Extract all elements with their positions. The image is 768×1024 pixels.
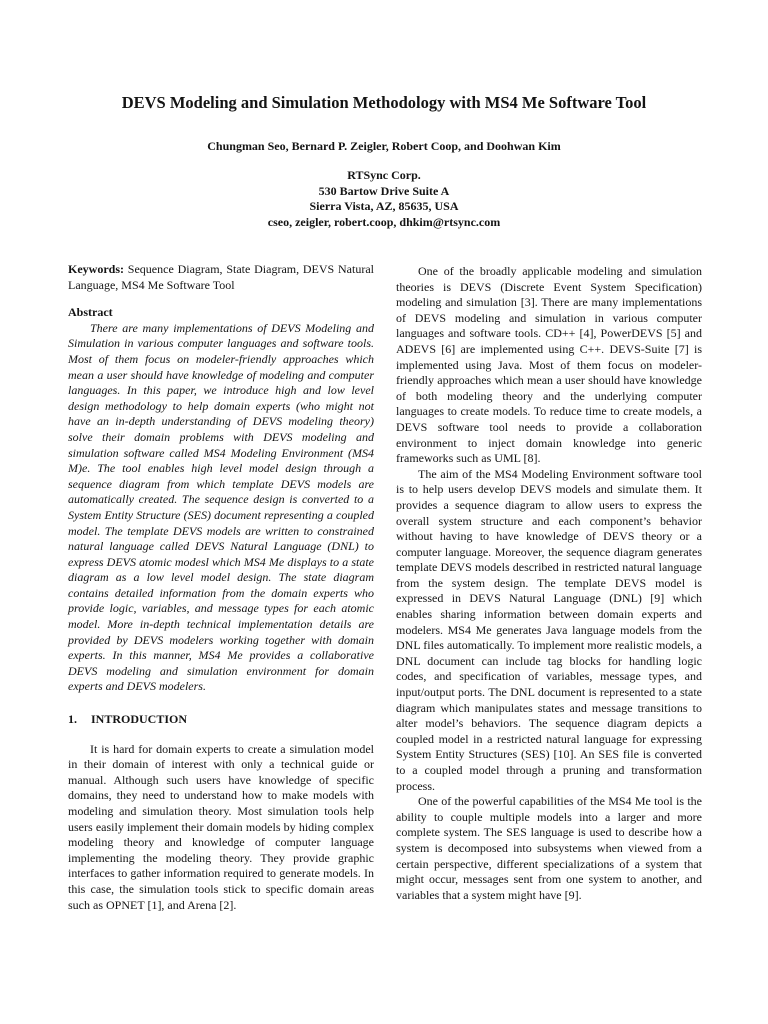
abstract-heading: Abstract (68, 305, 113, 320)
affiliation-org: RTSync Corp. (347, 168, 421, 182)
affiliation-emails: cseo, zeigler, robert.coop, dhkim@rtsync.com (267, 214, 501, 229)
affiliation-city: Sierra Vista, AZ, 85635, USA (309, 199, 459, 213)
body-paragraph-1: One of the broadly applicable modeling and simulation theories is DEVS (Discrete Event System Specification) modeling and simulation [3]. There are many implementations of DEVS modeling and simulation in various computer languages and software tools. CD++ [4], PowerDEVS [5] and ADEVS [6] are implemented using C++. DEVS-Suite [7] is implemented using Java. Most of them focus on modeler-friendly approaches which mean a user should have knowledge of both modeling theory and the underlying computer languages to create models. To reduce time to create models, a DEVS software tool needs to provide a collaboration environment to inject domain knowledge into generic frameworks such as UML [8]. (396, 264, 702, 466)
right-column (396, 264, 702, 903)
body-paragraph-3: One of the powerful capabilities of the MS4 Me tool is the ability to couple multiple models into a larger and more complete system. The SES language is used to describe how a system is decomposed into subsystems when viewed from a certain perspective, different specializations of a system that might occur, messages sent from one system to another, and variables that a system might have [9]. (396, 794, 702, 902)
intro-paragraph: It is hard for domain experts to create a simulation model in their domain of interest with only a technical guide or manual. Although such users have knowledge of specific domains, they need to understand how to make models with modeling and simulation theory. Most simulation tools help users easily implement their domain models by hiding complex modeling theory and knowledge of computer language implementing the modeling theory. They provide graphic interfaces to gather information required to generate models. In this case, the simulation tools stick to specific domain areas such as OPNET [1], and Arena [2]. (68, 741, 374, 912)
section-title: INTRODUCTION (91, 712, 188, 727)
section-number: 1. (68, 712, 77, 727)
affiliation-block (0, 168, 768, 230)
affiliation-street: 530 Bartow Drive Suite A (318, 183, 450, 198)
paper-title: DEVS Modeling and Simulation Methodology with MS4 Me Software Tool (121, 93, 647, 112)
keywords-label: Keywords: (68, 262, 124, 276)
section-heading-introduction (68, 712, 374, 728)
keywords-paragraph (68, 262, 374, 293)
abstract-text: There are many implementations of DEVS Modeling and Simulation in various computer languages and software tools. Most of them focus on modeler-friendly approaches which mean a user should have knowledge of modeling and computer languages. In this paper, we introduce high and low level design methodology to help domain experts (who might not have an in-depth understanding of DEVS modeling theory) solve their domain problems with DEVS modeling and simulation software called MS4 Modeling Environment (MS4 M)e. The tool enables high level model design through a sequence diagram from which template DEVS models are automatically created. The sequence design is converted to a System Entity Structure (SES) document representing a coupled model. The template DEVS models are written to constrained natural language called DEVS Natural Language (DNL) to express DEVS atomic modesl which MS4 Me displays to a state diagram as a low level model design. The state diagram contains detailed information from the domain experts who provide logic, variables, and message types for each atomic model. More in-depth technical implementation details are provided by DEVS modelers working together with domain experts. In this manner, MS4 Me provides a collaborative DEVS modeling and simulation environment for domain experts and DEVS modelers. (68, 320, 374, 694)
keywords-text: Sequence Diagram, State Diagram, DEVS Natural Language, MS4 Me Software Tool (68, 262, 374, 292)
body-paragraph-2: The aim of the MS4 Modeling Environment software tool is to help users develop DEVS models and simulate them. It provides a sequence diagram to allow users to express the overall system structure and each component’s behavior without having to have knowledge of DEVS theory or a computer language. Moreover, the sequence diagram generates template DEVS models described in restricted natural language from the system design. The template DEVS model is expressed in DEVS Natural Language (DNL) [9] which enables sharing information between domain experts and modelers. MS4 Me generates Java language models from the DNL files automatically. To implement more realistic models, a DNL document can include tag blocks for handling logic codes, and specification of variables, message types, and input/output ports. The DNL document is represented to a state diagram which manipulates states and message transitions to alter model’s behaviors. The sequence diagram depicts a coupled model in a restricted natural language for expressing System Entity Structures (SES) [10]. An SES file is converted to a coupled model through a pruning and transformation process. (396, 466, 702, 793)
author-list: Chungman Seo, Bernard P. Zeigler, Robert Coop, and Doohwan Kim (207, 139, 561, 153)
left-column (68, 262, 374, 913)
